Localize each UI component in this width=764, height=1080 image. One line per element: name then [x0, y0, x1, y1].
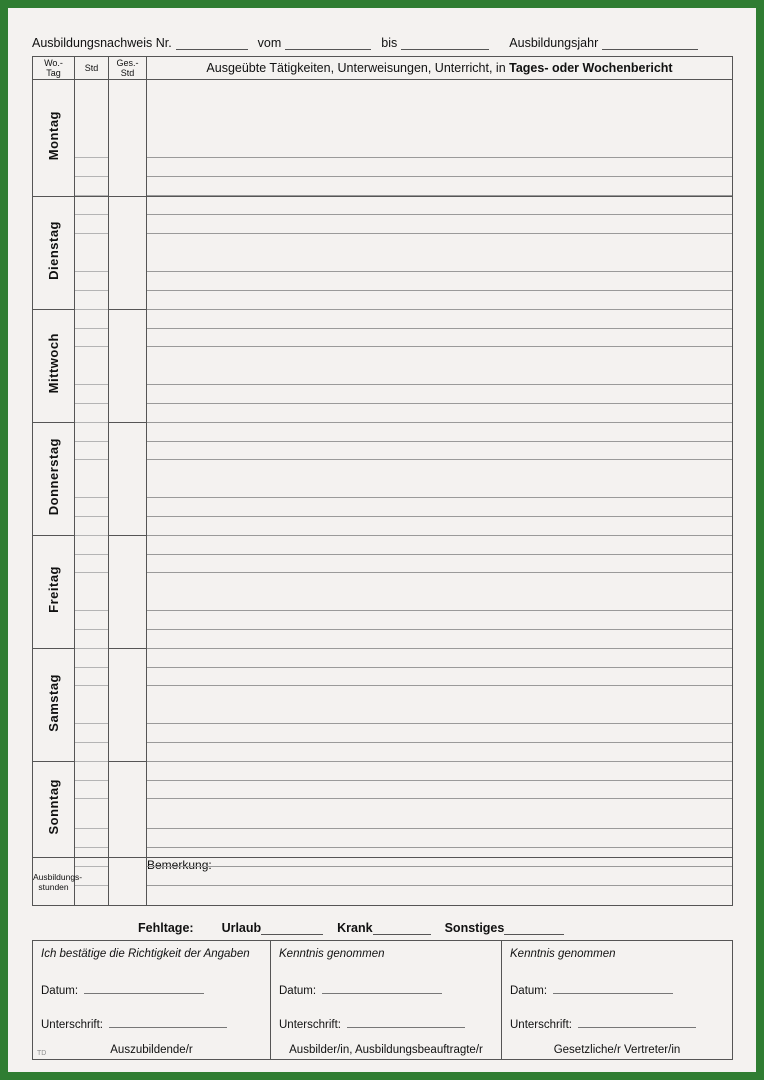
signature-title-ausbilder: Kenntnis genommen — [279, 948, 385, 960]
day-label-freitag: Freitag — [33, 536, 75, 649]
signature-unterschrift-azubi[interactable] — [41, 1015, 262, 1031]
field-krank[interactable] — [373, 921, 431, 935]
text-cell-freitag[interactable] — [147, 536, 733, 649]
field-sonstiges[interactable] — [504, 921, 564, 935]
label-ausbildungsjahr: Ausbildungsjahr — [509, 36, 599, 50]
ges-std-cell-dienstag[interactable] — [109, 197, 147, 310]
signature-role-azubi: Auszubildende/r — [110, 1044, 193, 1056]
signature-datum-label-vertreter: Datum: — [510, 985, 548, 997]
std-cell-mittwoch[interactable] — [75, 310, 109, 423]
ges-std-cell-mittwoch[interactable] — [109, 310, 147, 423]
column-header-gesamtstunden — [109, 57, 147, 80]
std-cell-donnerstag[interactable] — [75, 423, 109, 536]
absence-row — [32, 915, 732, 935]
field-urlaub[interactable] — [261, 921, 323, 935]
std-cell-sonntag[interactable] — [75, 762, 109, 858]
ges-std-cell-sonntag[interactable] — [109, 762, 147, 858]
day-label-sonntag: Sonntag — [33, 762, 75, 858]
signature-datum-ausbilder[interactable] — [279, 981, 493, 997]
signature-box-ausbilder — [271, 941, 502, 1060]
field-nummer[interactable] — [176, 36, 248, 50]
column-header-std: Std — [75, 57, 109, 80]
signature-unterschrift-ausbilder[interactable] — [279, 1015, 493, 1031]
column-header-wochentag — [33, 57, 75, 80]
field-vom[interactable] — [285, 36, 371, 50]
signature-title-azubi: Ich bestätige die Richtigkeit der Angaben — [41, 948, 250, 960]
signature-unterschrift-label-vertreter: Unterschrift: — [510, 1019, 572, 1031]
remark-cell[interactable]: Bemerkung: — [147, 858, 733, 906]
column-header-wochentag-line2: Tag — [46, 68, 61, 78]
column-header-taetigkeiten-prefix: Ausgeübte Tätigkeiten, Unterweisungen, Unterricht, in — [206, 61, 510, 75]
signature-datum-azubi[interactable] — [41, 981, 262, 997]
table-row-montag — [33, 80, 733, 197]
text-cell-mittwoch[interactable] — [147, 310, 733, 423]
signature-box-azubi — [33, 941, 271, 1060]
day-label-samstag: Samstag — [33, 649, 75, 762]
signature-table — [32, 940, 733, 1060]
label-bis: bis — [381, 36, 398, 50]
day-label-dienstag: Dienstag — [33, 197, 75, 310]
text-cell-donnerstag[interactable] — [147, 423, 733, 536]
std-cell-samstag[interactable] — [75, 649, 109, 762]
label-ausbildungsnachweis-nr: Ausbildungsnachweis Nr. — [32, 36, 172, 50]
column-header-taetigkeiten-bold: Tages- oder Wochenbericht — [509, 61, 673, 75]
label-urlaub: Urlaub — [221, 921, 262, 935]
label-ausbildungsstunden-line1: Ausbildungs- — [33, 871, 83, 882]
signature-datum-vertreter[interactable] — [510, 981, 724, 997]
table-row-mittwoch — [33, 310, 733, 423]
column-header-taetigkeiten — [147, 57, 733, 80]
signature-unterschrift-label-ausbilder: Unterschrift: — [279, 1019, 341, 1031]
document-page — [8, 8, 756, 1072]
day-label-donnerstag: Donnerstag — [33, 423, 75, 536]
signature-box-vertreter — [502, 941, 733, 1060]
column-header-ges-line2: Std — [120, 68, 135, 78]
ges-std-cell-freitag[interactable] — [109, 536, 147, 649]
column-header-ges-line1: Ges.- — [116, 58, 139, 68]
label-ausbildungsstunden — [33, 858, 83, 906]
header-line — [32, 28, 732, 50]
text-cell-sonntag[interactable] — [147, 762, 733, 858]
summary-ges-cell[interactable] — [109, 858, 147, 906]
text-cell-samstag[interactable] — [147, 649, 733, 762]
table-row-samstag — [33, 649, 733, 762]
label-sonstiges: Sonstiges — [444, 921, 505, 935]
signature-role-vertreter: Gesetzliche/r Vertreter/in — [553, 1044, 681, 1056]
std-cell-freitag[interactable] — [75, 536, 109, 649]
column-header-wochentag-line1: Wo.- — [44, 58, 63, 68]
table-row-donnerstag — [33, 423, 733, 536]
signature-mark-azubi: TD — [37, 1050, 47, 1057]
day-label-mittwoch: Mittwoch — [33, 310, 75, 423]
std-cell-montag[interactable] — [75, 80, 109, 197]
signature-role-ausbilder: Ausbilder/in, Ausbildungsbeauftragte/r — [289, 1044, 483, 1056]
field-ausbildungsjahr[interactable] — [602, 36, 698, 50]
table-row-sonntag — [33, 762, 733, 858]
signature-unterschrift-label-azubi: Unterschrift: — [41, 1019, 103, 1031]
signature-title-vertreter: Kenntnis genommen — [510, 948, 616, 960]
ges-std-cell-montag[interactable] — [109, 80, 147, 197]
signature-datum-label-ausbilder: Datum: — [279, 985, 317, 997]
table-header-row — [33, 57, 733, 80]
table-row-freitag — [33, 536, 733, 649]
ges-std-cell-samstag[interactable] — [109, 649, 147, 762]
label-vom: vom — [257, 36, 282, 50]
label-fehltage: Fehltage: — [138, 921, 194, 935]
day-label-montag: Montag — [33, 80, 75, 197]
report-table — [32, 56, 733, 906]
label-krank: Krank — [337, 921, 373, 935]
document-content — [32, 28, 732, 1060]
field-bis[interactable] — [401, 36, 489, 50]
signature-datum-label-azubi: Datum: — [41, 985, 79, 997]
text-cell-montag[interactable] — [147, 80, 733, 197]
ges-std-cell-donnerstag[interactable] — [109, 423, 147, 536]
label-ausbildungsstunden-line2: stunden — [38, 881, 69, 892]
signature-unterschrift-vertreter[interactable] — [510, 1015, 724, 1031]
